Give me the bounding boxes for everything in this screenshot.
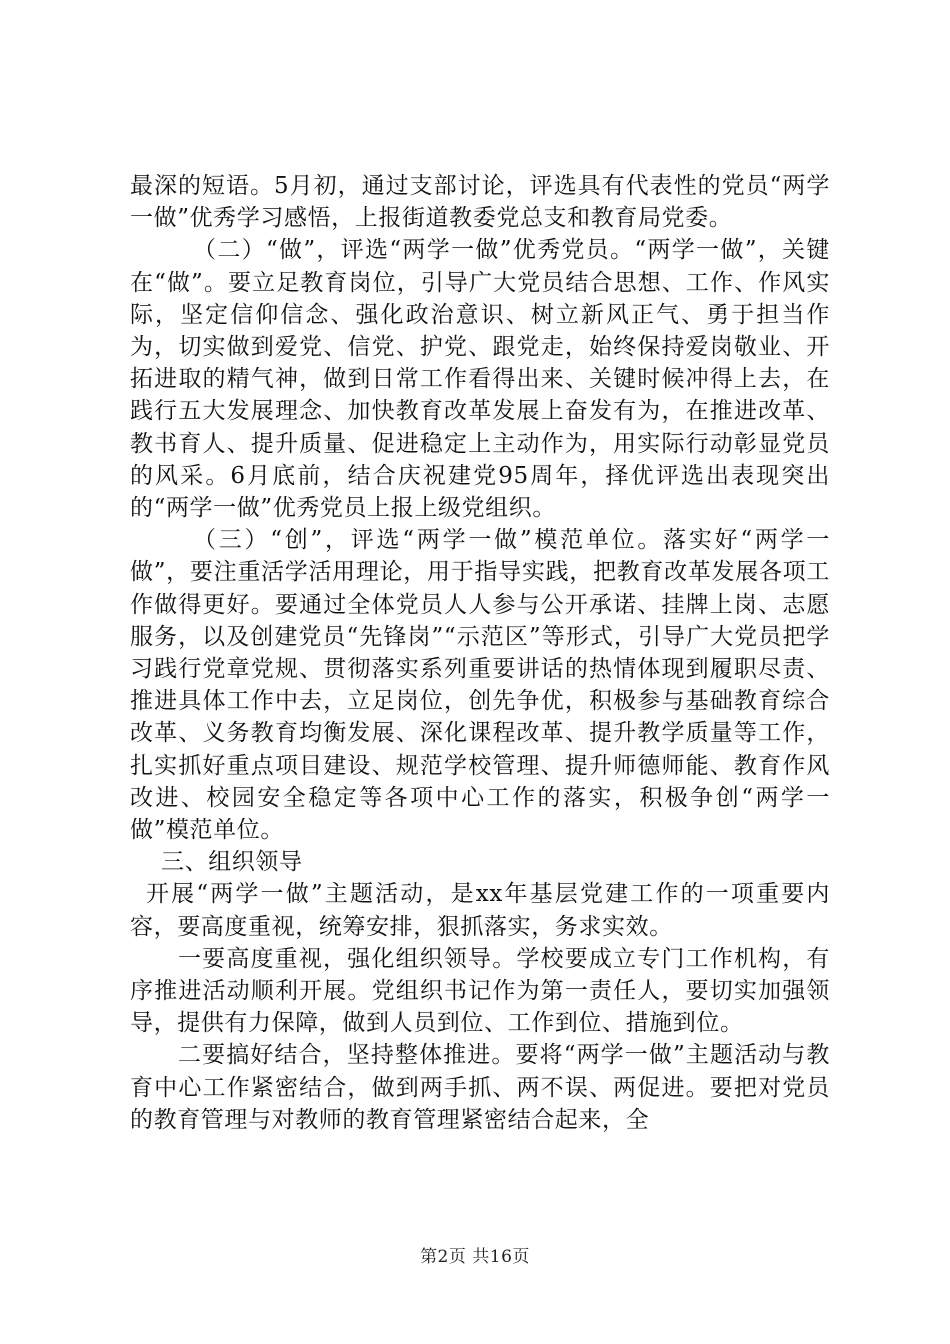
section-heading-organization: 三、组织领导 [161,849,303,876]
paragraph-first-requirement: 一要高度重视，强化组织领导。学校要成立专门工作机构，有序推进活动顺利开展。党组织书记作为第一责任人，要切实加强领导，提供有力保障，做到人员到位、工作到位、措施到位。 [130,945,830,1037]
paragraph-section-three-create: （三）“创”，评选“两学一做”模范单位。落实好“两学一做”，要注重活学活用理论，用于指导实践，把教育改革发展各项工作做得更好。要通过全体党员人人参与公开承诺、挂牌上岗、志愿服务，以及创建党员“先锋岗”“示范区”等形式，引导广大党员把学习践行党章党规、贯彻落实系列重要讲话的热情体现到履职尽责、推进具体工作中去，立足岗位，创先争优，积极参与基础教育综合改革、义务教育均衡发展、深化课程改革、提升教学质量等工作，扎实抓好重点项目建设、规范学校管理、提升师德师能、教育作风改进、校园安全稳定等各项中心工作的落实，积极争创“两学一做”模范单位。 [130,527,830,844]
paragraph-launch-activity: 开展“两学一做”主题活动，是xx年基层党建工作的一项重要内容，要高度重视，统筹安排，狠抓落实，务求实效。 [130,881,830,940]
paragraph-continuation: 最深的短语。5月初，通过支部讨论，评选具有代表性的党员“两学一做”优秀学习感悟，上报街道教委党总支和教育局党委。 [130,173,830,232]
paragraph-second-requirement: 二要搞好结合，坚持整体推进。要将“两学一做”主题活动与教育中心工作紧密结合，做到两手抓、两不误、两促进。要把对党员的教育管理与对教师的教育管理紧密结合起来，全 [130,1042,830,1133]
document-body [130,170,830,1136]
page-number-footer: 第2页 共16页 [420,1247,530,1267]
paragraph-section-two-do: （二）“做”，评选“两学一做”优秀党员。“两学一做”，关键在“做”。要立足教育岗位，引导广大党员结合思想、工作、作风实际，坚定信仰信念、强化政治意识、树立新风正气、勇于担当作为，切实做到爱党、信党、护党、跟党走，始终保持爱岗敬业、开拓进取的精气神，做到日常工作看得出来、关键时候冲得上去，在践行五大发展理念、加快教育改革发展上奋发有为，在推进改革、教书育人、提升质量、促进稳定上主动作为，用实际行动彰显党员的风采。6月底前，结合庆祝建党95周年，择优评选出表现突出的“两学一做”优秀党员上报上级党组织。 [130,237,830,522]
